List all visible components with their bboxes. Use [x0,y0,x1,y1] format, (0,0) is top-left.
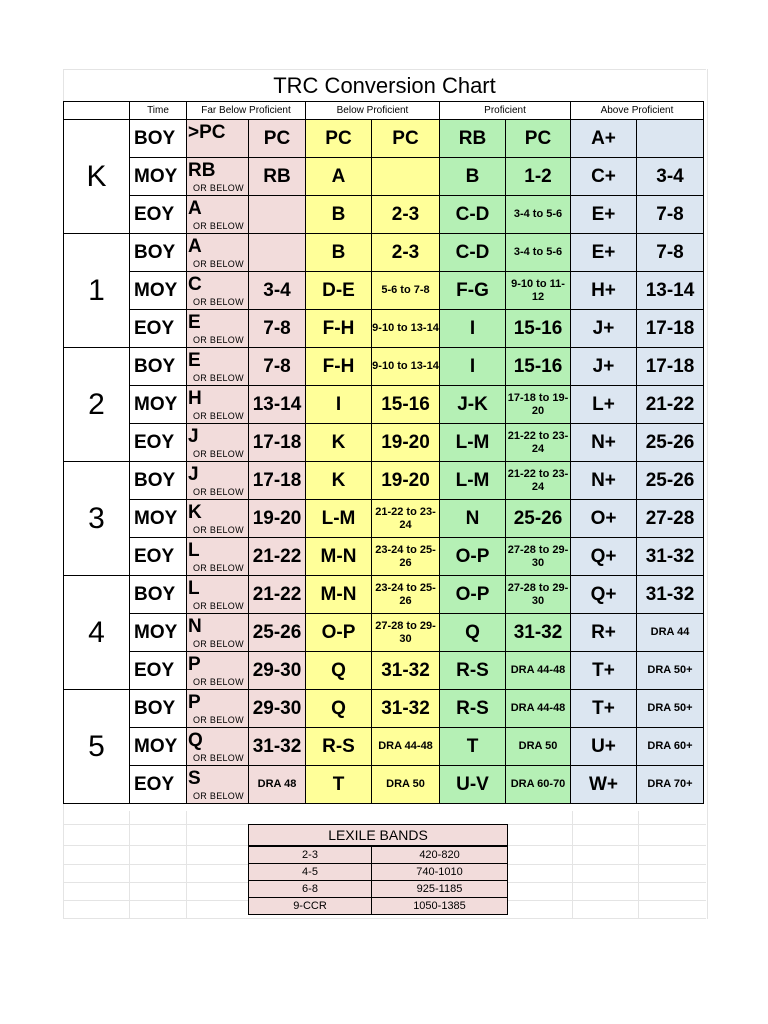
proficient-score-cell: 1-2 [506,158,571,196]
far-below-level-cell [187,462,249,500]
proficient-score-cell: 27-28 to 29-30 [506,576,571,614]
lexile-grades: 9-CCR [249,898,372,915]
far-below-level-cell [187,272,249,310]
table-row [64,614,704,652]
far-below-level-cell [187,614,249,652]
table-row [64,196,704,234]
below-level-cell: K [306,462,372,500]
below-score-cell: 9-10 to 13-14 [372,348,440,386]
table-row [64,462,704,500]
or-below-label: OR BELOW [193,411,244,421]
period-cell: BOY [130,690,187,728]
or-below-label: OR BELOW [193,449,244,459]
above-level-cell: E+ [571,196,637,234]
proficient-score-cell: DRA 44-48 [506,690,571,728]
proficient-level-cell: RB [440,120,506,158]
gridline [63,69,706,70]
below-score-cell: 2-3 [372,196,440,234]
below-level-cell: B [306,196,372,234]
period-cell: MOY [130,158,187,196]
below-level-cell: D-E [306,272,372,310]
proficient-score-cell: 25-26 [506,500,571,538]
table-row [64,272,704,310]
proficient-level-cell: U-V [440,766,506,804]
above-level-cell: U+ [571,728,637,766]
below-score-cell: DRA 50 [372,766,440,804]
or-below-label: OR BELOW [193,715,244,725]
above-score-cell: 17-18 [637,310,704,348]
far-below-score-cell: 7-8 [249,348,306,386]
table-row [64,424,704,462]
level-value: P [188,654,201,675]
far-below-score-cell: 21-22 [249,538,306,576]
far-below-level-cell [187,576,249,614]
far-below-level-cell [187,196,249,234]
level-value: L [188,578,200,599]
lexile-title: LEXILE BANDS [249,825,508,847]
period-cell: BOY [130,348,187,386]
grade-label: 4 [64,576,130,690]
table-row [64,158,704,196]
proficient-score-cell: 15-16 [506,310,571,348]
gridline [572,811,573,919]
far-below-score-cell: 29-30 [249,652,306,690]
table-row [64,120,704,158]
below-score-cell: 23-24 to 25-26 [372,538,440,576]
proficient-level-cell: R-S [440,690,506,728]
period-cell: BOY [130,576,187,614]
above-level-cell: N+ [571,424,637,462]
proficient-level-cell: L-M [440,424,506,462]
proficient-score-cell: DRA 60-70 [506,766,571,804]
proficient-level-cell: O-P [440,576,506,614]
above-score-cell [637,120,704,158]
proficient-score-cell: PC [506,120,571,158]
below-level-cell: PC [306,120,372,158]
lexile-row [249,846,508,864]
grade-label: K [64,120,130,234]
or-below-label: OR BELOW [193,221,244,231]
table-row [64,310,704,348]
header-far-below-proficient: Far Below Proficient [187,102,306,120]
header-above-proficient: Above Proficient [571,102,704,120]
above-level-cell: J+ [571,348,637,386]
far-below-score-cell [249,196,306,234]
above-score-cell: 31-32 [637,538,704,576]
proficient-level-cell: Q [440,614,506,652]
far-below-score-cell: 31-32 [249,728,306,766]
above-level-cell: Q+ [571,576,637,614]
period-cell: EOY [130,310,187,348]
table-row [64,348,704,386]
or-below-label: OR BELOW [193,791,244,801]
gridline [186,811,187,919]
level-value: E [188,312,201,333]
level-value: J [188,464,199,485]
level-value: K [188,502,202,523]
far-below-level-cell [187,690,249,728]
below-score-cell: 19-20 [372,462,440,500]
grade-label: 3 [64,462,130,576]
level-value: A [188,198,202,219]
lexile-grades: 6-8 [249,881,372,898]
below-score-cell: 31-32 [372,690,440,728]
proficient-score-cell: 21-22 to 23-24 [506,462,571,500]
above-level-cell: L+ [571,386,637,424]
proficient-level-cell: O-P [440,538,506,576]
below-level-cell: A [306,158,372,196]
or-below-label: OR BELOW [193,183,244,193]
far-below-score-cell: 17-18 [249,424,306,462]
level-value: Q [188,730,203,751]
or-below-label: OR BELOW [193,297,244,307]
above-score-cell: DRA 44 [637,614,704,652]
below-score-cell: 19-20 [372,424,440,462]
or-below-label: OR BELOW [193,335,244,345]
far-below-score-cell: 25-26 [249,614,306,652]
above-score-cell: 17-18 [637,348,704,386]
above-score-cell: 13-14 [637,272,704,310]
table-row [64,652,704,690]
far-below-score-cell: 7-8 [249,310,306,348]
period-cell: MOY [130,386,187,424]
far-below-level-cell [187,728,249,766]
lexile-range: 420-820 [372,846,508,864]
table-row [64,728,704,766]
far-below-level-cell [187,310,249,348]
proficient-score-cell: 3-4 to 5-6 [506,234,571,272]
below-score-cell: 5-6 to 7-8 [372,272,440,310]
table-row [64,538,704,576]
or-below-label: OR BELOW [193,639,244,649]
proficient-level-cell: R-S [440,652,506,690]
period-cell: EOY [130,424,187,462]
proficient-level-cell: B [440,158,506,196]
period-cell: BOY [130,462,187,500]
lexile-row [249,864,508,881]
below-level-cell: T [306,766,372,804]
proficient-level-cell: I [440,348,506,386]
gridline [63,918,706,919]
lexile-row [249,881,508,898]
above-level-cell: T+ [571,690,637,728]
below-level-cell: R-S [306,728,372,766]
above-score-cell: 25-26 [637,462,704,500]
far-below-score-cell: DRA 48 [249,766,306,804]
lexile-range: 1050-1385 [372,898,508,915]
below-level-cell: F-H [306,310,372,348]
level-value: RB [188,160,216,181]
below-level-cell: I [306,386,372,424]
above-score-cell: 21-22 [637,386,704,424]
table-row [64,234,704,272]
proficient-score-cell: DRA 44-48 [506,652,571,690]
period-cell: EOY [130,766,187,804]
period-cell: EOY [130,652,187,690]
level-value: L [188,540,200,561]
proficient-score-cell: 27-28 to 29-30 [506,538,571,576]
lexile-bands-table [248,824,508,915]
above-score-cell: 7-8 [637,196,704,234]
proficient-level-cell: I [440,310,506,348]
proficient-level-cell: C-D [440,234,506,272]
far-below-level-cell [187,500,249,538]
period-cell: MOY [130,272,187,310]
far-below-level-cell [187,348,249,386]
table-row [64,576,704,614]
proficient-level-cell: N [440,500,506,538]
above-level-cell: R+ [571,614,637,652]
proficient-score-cell: DRA 50 [506,728,571,766]
grade-label: 1 [64,234,130,348]
proficient-level-cell: J-K [440,386,506,424]
below-level-cell: L-M [306,500,372,538]
lexile-range: 740-1010 [372,864,508,881]
chart-title: TRC Conversion Chart [273,73,496,98]
proficient-score-cell: 21-22 to 23-24 [506,424,571,462]
table-row [64,690,704,728]
table-row [64,500,704,538]
or-below-label: OR BELOW [193,677,244,687]
far-below-level-cell [187,538,249,576]
lexile-grades: 2-3 [249,846,372,864]
above-score-cell: DRA 50+ [637,690,704,728]
conversion-table [63,101,704,804]
period-cell: BOY [130,234,187,272]
above-level-cell: H+ [571,272,637,310]
below-level-cell: K [306,424,372,462]
below-score-cell [372,158,440,196]
far-below-level-cell [187,234,249,272]
above-level-cell: T+ [571,652,637,690]
above-level-cell: W+ [571,766,637,804]
above-score-cell: DRA 60+ [637,728,704,766]
above-level-cell: A+ [571,120,637,158]
or-below-label: OR BELOW [193,563,244,573]
period-cell: BOY [130,120,187,158]
above-level-cell: N+ [571,462,637,500]
below-level-cell: Q [306,652,372,690]
header-time: Time [130,102,187,120]
level-value: C [188,274,202,295]
below-score-cell: PC [372,120,440,158]
level-value: N [188,616,202,637]
gridline [638,811,639,919]
or-below-label: OR BELOW [193,601,244,611]
below-score-cell: DRA 44-48 [372,728,440,766]
period-cell: MOY [130,500,187,538]
proficient-score-cell: 3-4 to 5-6 [506,196,571,234]
level-value: A [188,236,202,257]
above-score-cell: 3-4 [637,158,704,196]
proficient-level-cell: C-D [440,196,506,234]
above-score-cell: 27-28 [637,500,704,538]
far-below-score-cell: 21-22 [249,576,306,614]
below-score-cell: 21-22 to 23-24 [372,500,440,538]
far-below-score-cell: PC [249,120,306,158]
grade-label: 5 [64,690,130,804]
header-blank [64,102,130,120]
proficient-level-cell: L-M [440,462,506,500]
above-score-cell: DRA 50+ [637,652,704,690]
above-score-cell: DRA 70+ [637,766,704,804]
proficient-score-cell: 9-10 to 11-12 [506,272,571,310]
or-below-label: OR BELOW [193,373,244,383]
below-score-cell: 9-10 to 13-14 [372,310,440,348]
below-level-cell: Q [306,690,372,728]
header-below-proficient: Below Proficient [306,102,440,120]
level-value: P [188,692,201,713]
proficient-score-cell: 15-16 [506,348,571,386]
below-level-cell: M-N [306,576,372,614]
lexile-grades: 4-5 [249,864,372,881]
lexile-range: 925-1185 [372,881,508,898]
far-below-level-cell [187,158,249,196]
level-value: J [188,426,199,447]
far-below-level-cell [187,766,249,804]
table-row [64,386,704,424]
below-level-cell: F-H [306,348,372,386]
far-below-level-cell [187,424,249,462]
below-score-cell: 31-32 [372,652,440,690]
far-below-score-cell [249,234,306,272]
below-level-cell: B [306,234,372,272]
lexile-header-row [249,825,508,847]
far-below-score-cell: 3-4 [249,272,306,310]
below-score-cell: 15-16 [372,386,440,424]
above-score-cell: 7-8 [637,234,704,272]
proficient-level-cell: F-G [440,272,506,310]
below-level-cell: M-N [306,538,372,576]
far-below-score-cell: RB [249,158,306,196]
proficient-level-cell: T [440,728,506,766]
above-level-cell: Q+ [571,538,637,576]
far-below-level-cell [187,120,249,158]
far-below-level-cell [187,652,249,690]
header-proficient: Proficient [440,102,571,120]
level-value: E [188,350,201,371]
below-level-cell: O-P [306,614,372,652]
level-value: >PC [188,122,226,143]
above-level-cell: E+ [571,234,637,272]
above-score-cell: 31-32 [637,576,704,614]
above-level-cell: O+ [571,500,637,538]
table-row [64,766,704,804]
period-cell: EOY [130,196,187,234]
period-cell: MOY [130,728,187,766]
lexile-row [249,898,508,915]
above-level-cell: J+ [571,310,637,348]
or-below-label: OR BELOW [193,525,244,535]
far-below-score-cell: 17-18 [249,462,306,500]
above-score-cell: 25-26 [637,424,704,462]
below-score-cell: 2-3 [372,234,440,272]
level-value: H [188,388,202,409]
level-value: S [188,768,201,789]
far-below-score-cell: 13-14 [249,386,306,424]
or-below-label: OR BELOW [193,259,244,269]
far-below-score-cell: 19-20 [249,500,306,538]
period-cell: MOY [130,614,187,652]
below-score-cell: 23-24 to 25-26 [372,576,440,614]
proficient-score-cell: 31-32 [506,614,571,652]
far-below-score-cell: 29-30 [249,690,306,728]
or-below-label: OR BELOW [193,487,244,497]
period-cell: EOY [130,538,187,576]
far-below-level-cell [187,386,249,424]
proficient-score-cell: 17-18 to 19-20 [506,386,571,424]
below-score-cell: 27-28 to 29-30 [372,614,440,652]
header-row [64,102,704,120]
grade-label: 2 [64,348,130,462]
above-level-cell: C+ [571,158,637,196]
gridline [129,811,130,919]
or-below-label: OR BELOW [193,753,244,763]
